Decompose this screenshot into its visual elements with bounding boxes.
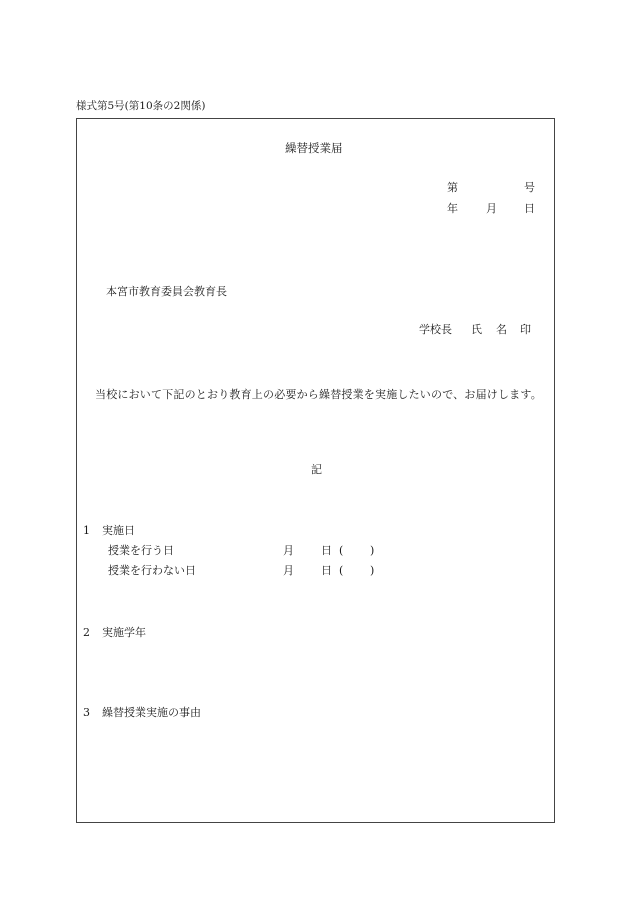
item1-row2-day: 日 <box>321 564 332 577</box>
item1-label: 実施日 <box>102 524 135 537</box>
item1-row2-paren-close: ) <box>370 564 375 577</box>
item1-number: 1 <box>83 524 90 537</box>
item1-row1-month: 月 <box>283 544 294 557</box>
item2-number: 2 <box>83 626 90 639</box>
doc-number-prefix: 第 <box>447 181 458 194</box>
body-paragraph: 当校において下記のとおり教育上の必要から繰替授業を実施したいので、お届けします。 <box>95 388 542 401</box>
date-day: 日 <box>524 202 535 215</box>
sender-name-surname: 氏 <box>471 323 482 336</box>
ki-heading: 記 <box>311 463 322 476</box>
sender-role: 学校長 <box>419 323 452 336</box>
item1-row1-paren-close: ) <box>370 544 375 557</box>
item1-row2-paren-open: ( <box>339 564 344 577</box>
item1-row2-month: 月 <box>283 564 294 577</box>
addressee: 本宮市教育委員会教育長 <box>106 285 227 298</box>
item2-label: 実施学年 <box>102 626 146 639</box>
date-month: 月 <box>486 202 497 215</box>
date-year: 年 <box>447 202 458 215</box>
item1-row1-day: 日 <box>321 544 332 557</box>
doc-number-suffix: 号 <box>524 181 535 194</box>
form-number-label: 様式第5号(第10条の2関係) <box>76 100 206 112</box>
item3-label: 繰替授業実施の事由 <box>102 706 201 719</box>
sender-name-given: 名 <box>496 323 507 336</box>
form-title: 繰替授業届 <box>285 141 343 155</box>
seal-mark: 印 <box>520 323 531 336</box>
item1-row1-paren-open: ( <box>339 544 344 557</box>
item1-row1-label: 授業を行う日 <box>108 544 174 557</box>
item1-row2-label: 授業を行わない日 <box>108 564 196 577</box>
item3-number: 3 <box>83 706 90 719</box>
